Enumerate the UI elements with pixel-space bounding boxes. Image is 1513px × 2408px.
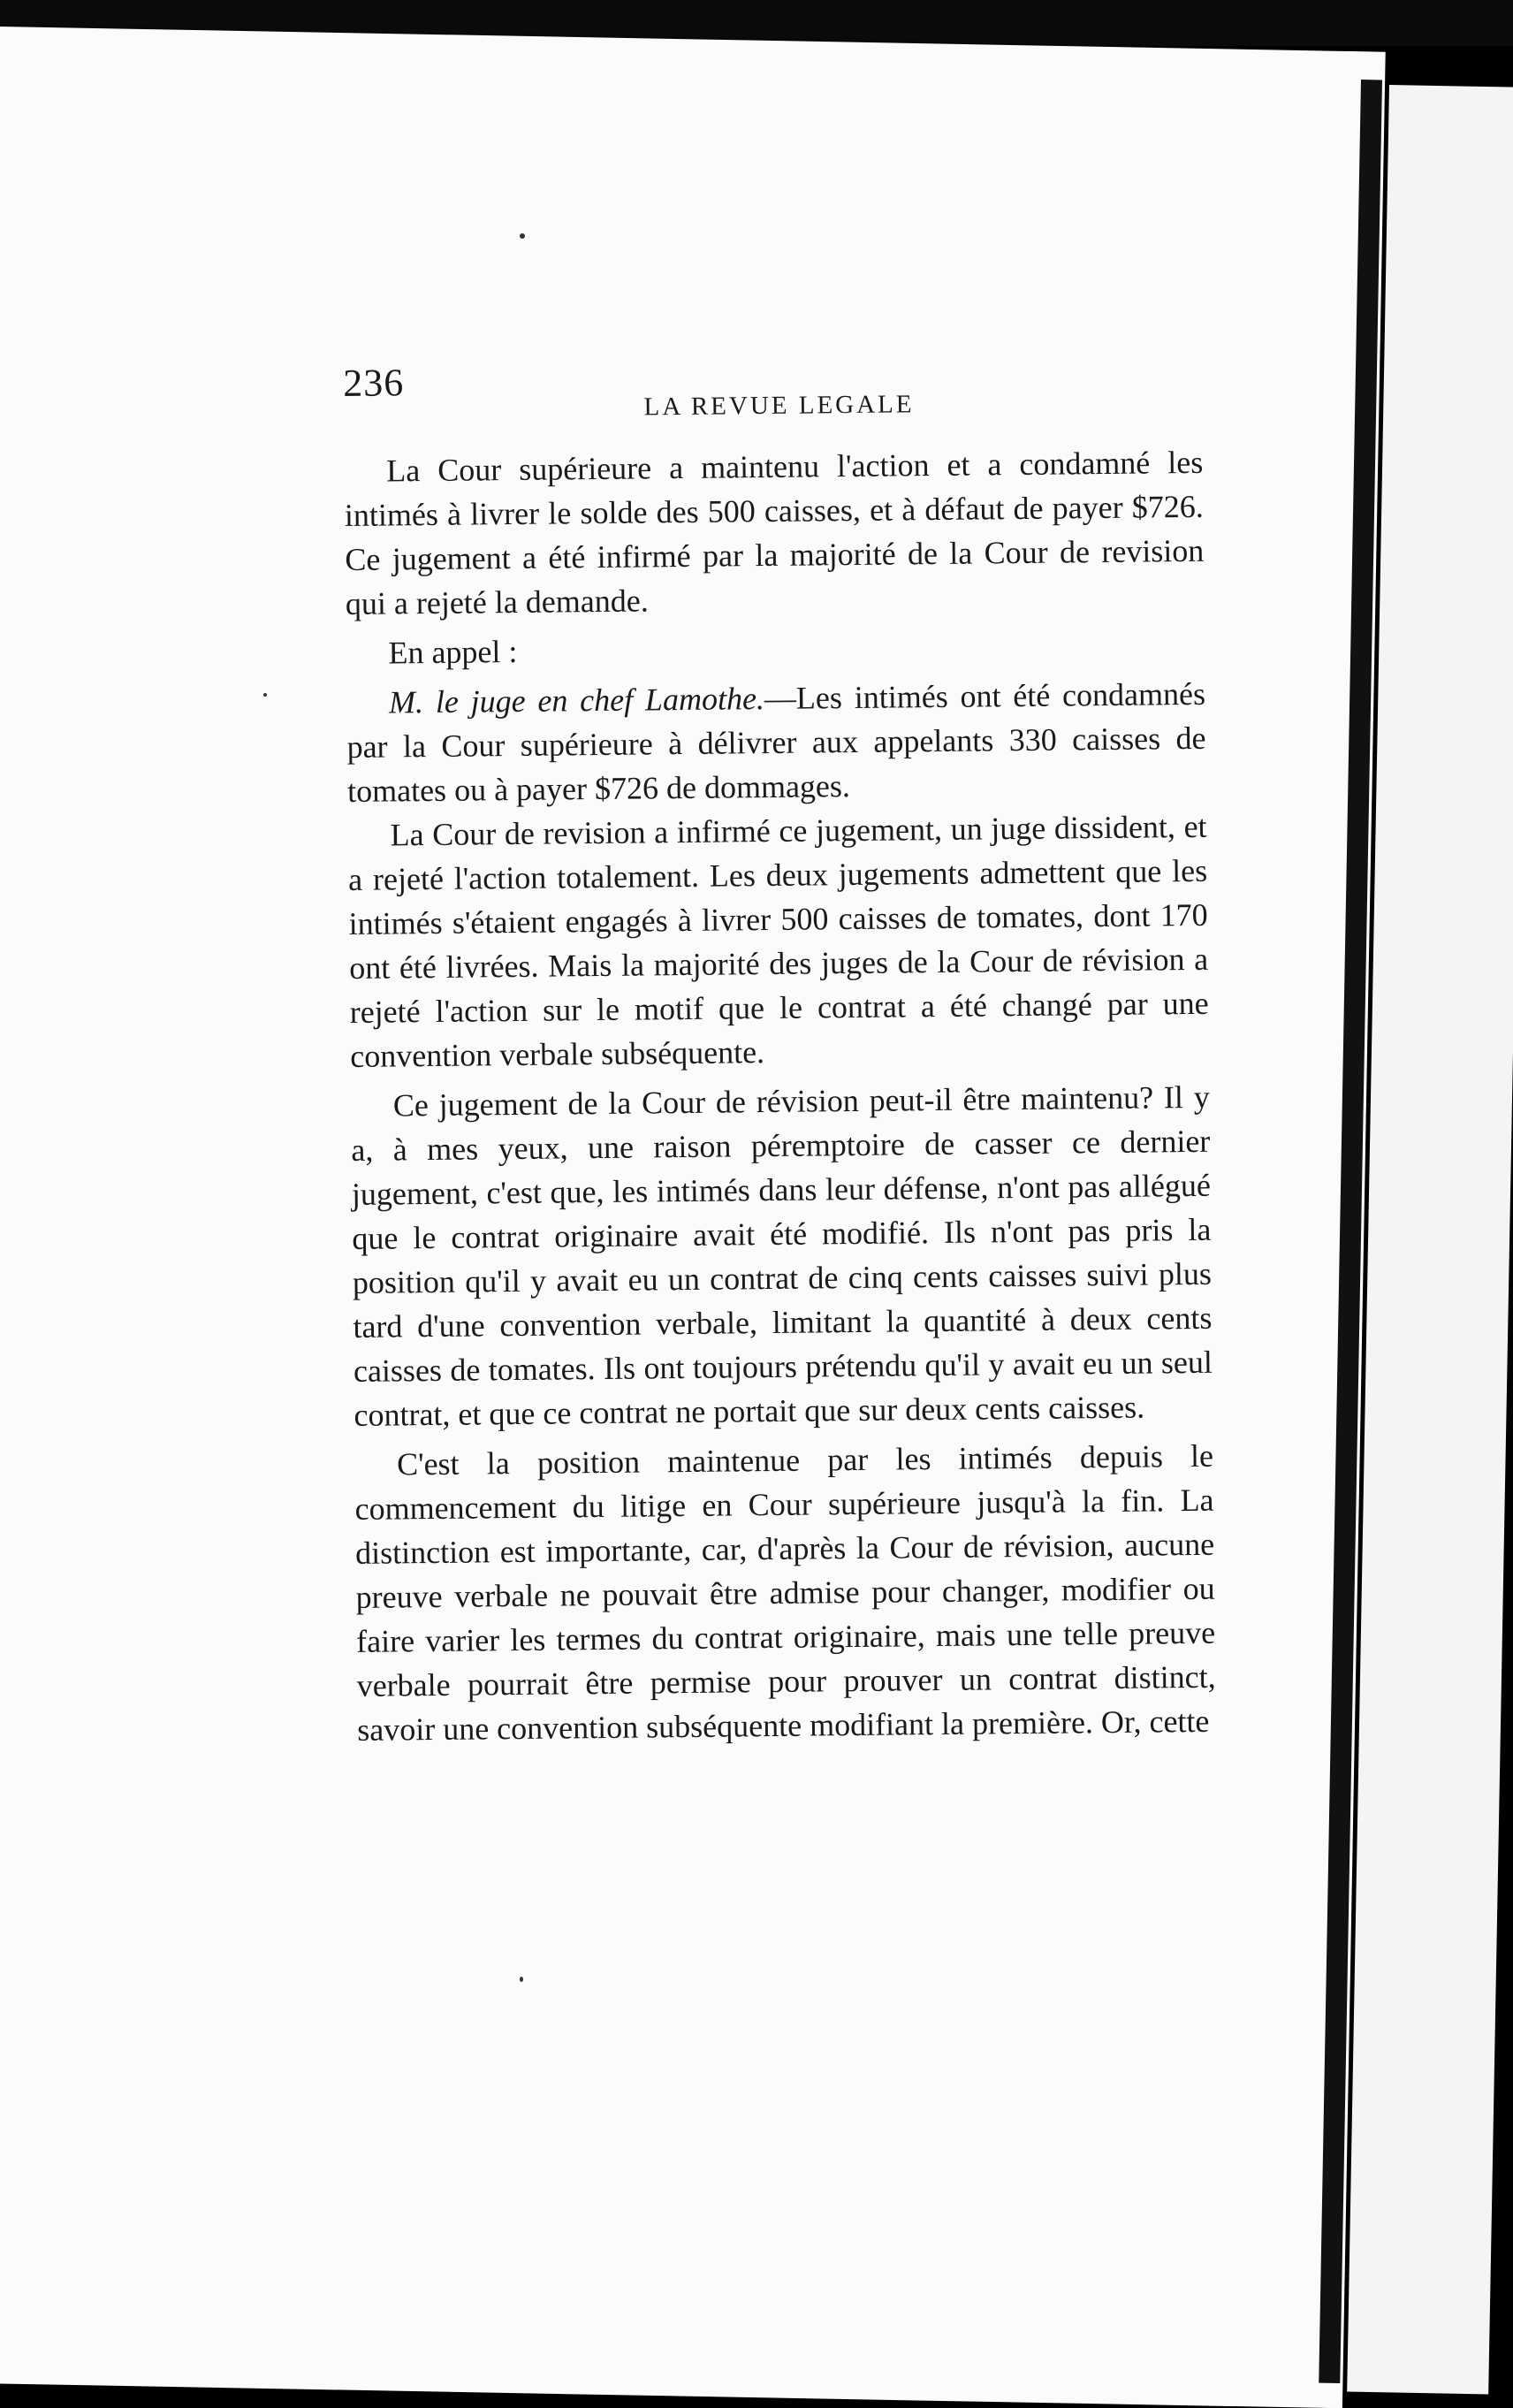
scan-speck	[520, 1977, 523, 1982]
paragraph-5: Ce jugement de la Cour de révision peut-il être maintenu? Il y a, à mes yeux, une raison péremptoire de casser ce dernier jugement, c'est que, les intimés dans leur défense, n'ont pas allégué que le contrat originaire avait été modifié. Ils n'ont pas pris la position qu'il y avait eu un contrat de cinq cents caisses suivi plus tard d'une convention verbale, limitant la quantité à deux cents caisses de tomates. Ils ont toujours prétendu qu'il y avait eu un seul contrat, et que ce contrat ne portait que sur deux cents caisses.	[351, 1078, 1213, 1433]
judge-name: M. le juge en chef Lamothe.	[388, 681, 765, 720]
body-text	[344, 440, 1216, 1752]
page-number: 236	[343, 361, 405, 405]
paragraph-6: C'est la position maintenue par les intimés depuis le commencement du litige en Cour supérieure jusqu'à la fin. La distinction est importante, car, d'après la Cour de révision, aucune preuve verbale ne pouvait être admise pour changer, modifier ou faire varier les termes du contrat originaire, mais une telle preuve verbale pourrait être permise pour prouver un contrat distinct, savoir une convention subséquente modifiant la première. Or, cette	[354, 1437, 1216, 1748]
running-head: LA REVUE LEGALE	[643, 390, 915, 422]
paragraph-3	[346, 672, 1207, 813]
scan-speck	[520, 233, 525, 239]
paragraph-2: En appel :	[388, 633, 518, 671]
paragraph-3-text: —Les intimés ont été condamnés par la Cour supérieure à délivrer aux appelants 330 caisses de tomates ou à payer $726 de dommages.	[346, 675, 1206, 809]
paragraph-1: La Cour supérieure a maintenu l'action et a condamné les intimés à livrer le solde des 500 caisses, et à défaut de payer $726. Ce jugement a été infirmé par la majorité de la Cour de revision qui a rejeté la demande.	[344, 444, 1205, 621]
scan-speck	[263, 693, 267, 697]
paragraph-4: La Cour de revision a infirmé ce jugement, un juge dissident, et a rejeté l'action totalement. Les deux jugements admettent que les intimés s'étaient engagés à livrer 500 caisses de tomates, dont 170 ont été livrées. Mais la majorité des juges de la Cour de révision a rejeté l'action sur le motif que le contrat a été changé par une convention verbale subséquente.	[347, 808, 1209, 1074]
